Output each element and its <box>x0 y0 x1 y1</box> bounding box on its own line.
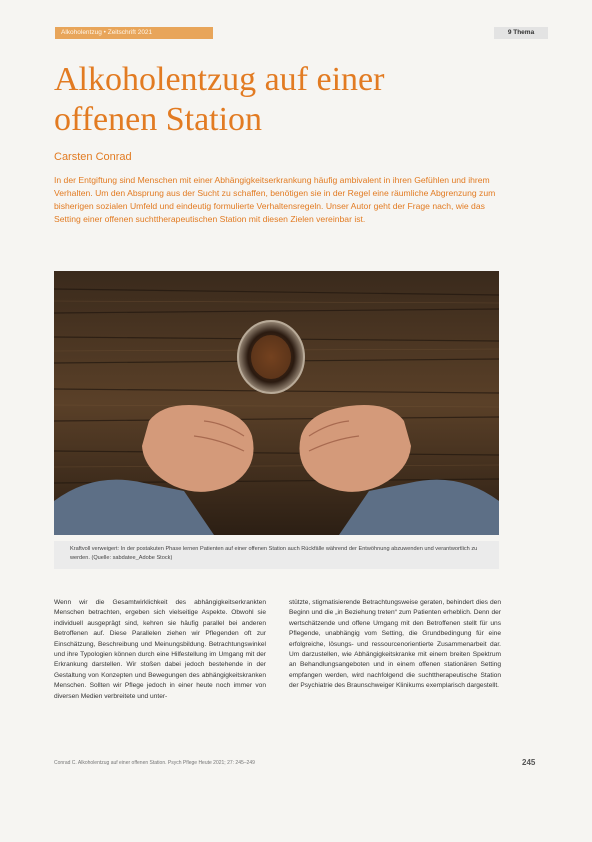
body-column-right: stützte, stigmatisierende Betrachtungsweise geraten, behindert dies den Beginn und die „in Beziehung treten“ zum Patienten erheblich. Denn der wertschätzende und offene Umgang mit den Betroffenen stellt für uns Pflegende, unabhängig vom Setting, die Grundbedingung für eine erfolgreiche, lösungs- und ressourcenorientierte Zusammenarbeit dar. Um darzustellen, wie Abhängigkeitskranke mit einem breiten Spektrum an Behandlungsangeboten und in einem offenen stationären Setting empfangen werden, wird nachfolgend die suchttherapeutische Station der Psychiatrie des Braunschweiger Klinikums exemplarisch dargestellt. <box>289 599 501 690</box>
clenched-fists-photo-icon <box>54 271 499 535</box>
article-author: Carsten Conrad <box>54 151 132 163</box>
article-photo <box>54 271 499 535</box>
page-number: 245 <box>522 758 536 767</box>
section-tag: 9 Thema <box>494 27 548 39</box>
citation-footer: Conrad C. Alkoholentzug auf einer offenen Station. Psych Pflege Heute 2021; 27: 245–249 <box>54 760 255 766</box>
article-title: Alkoholentzug auf einer offenen Station <box>54 61 385 138</box>
photo-caption: Kraftvoll verweigert: In der postakuten Phase lernen Patienten auf einer offenen Station auch Rückfälle während der Entwöhnung abzuwenden und verantwortlich zu werden. (Quelle: sabdatee_Adobe Stock) <box>54 541 499 569</box>
body-column-left: Wenn wir die Gesamtwirklichkeit des abhängigkeitserkrankten Menschen betrachten, ergeben sich vielseitige Aspekte. Obwohl sie individuell ausgeprägt sind, kehren sie häufig parallel bei anderen Betroffenen auf. Diese Parallelen ziehen wir Pflegenden oft zur Einschätzung, Beschreibung und Meinungsbildung. Betrachtungswinkel und ihre Typologien können durch eine Hilfestellung im Umgang mit der Erkrankung darstellen. Wir stoßen dabei jedoch bestehende in der Gestaltung von Konzepten und Bewegungen des abhängigkeitskranken Menschen. Sollten wir Pflege jedoch in einer heute noch immer von diversen Medien verbreitete und unter- <box>54 599 266 700</box>
rubric-bar: Alkoholentzug • Zeitschrift 2021 <box>55 27 213 39</box>
article-lead: In der Entgiftung sind Menschen mit einer Abhängigkeitserkrankung häufig ambivalent in ihren Gefühlen und ihrem Verhalten. Um den Absprung aus der Sucht zu schaffen, benötigen sie in der Regel eine räumliche Abgrenzung zum bisherigen sozialen Umfeld und eindeutig formulierte Verhaltensregeln. Unser Autor geht der Frage nach, wie das Setting einer offenen suchttherapeutischen Station mit diesen Zielen vereinbar ist. <box>54 175 496 224</box>
